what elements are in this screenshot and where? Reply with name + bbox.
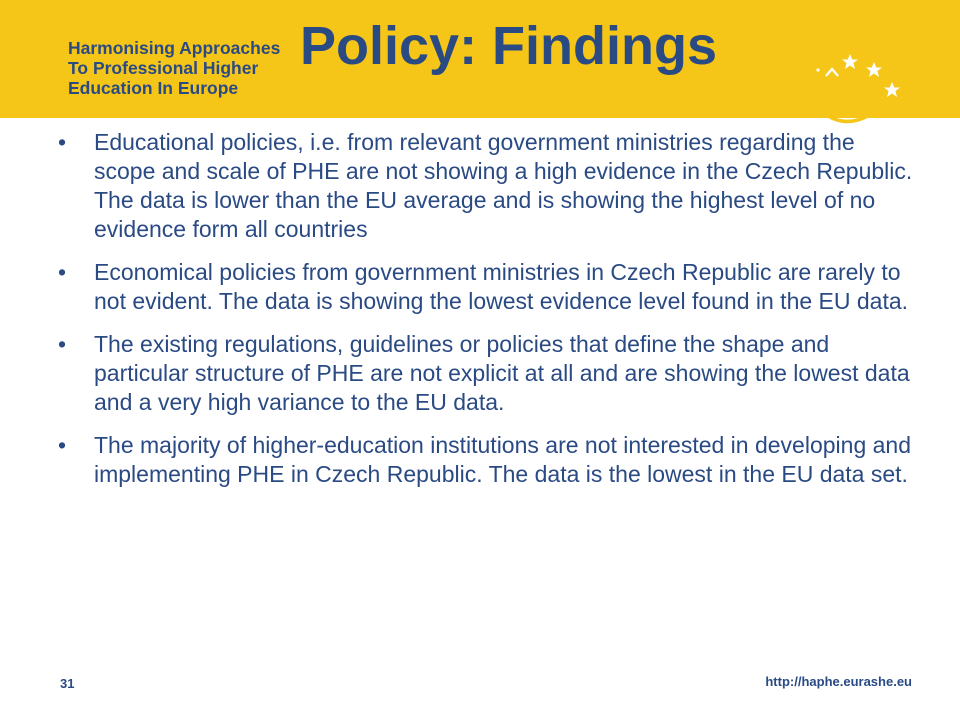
- page-number: 31: [60, 676, 75, 691]
- list-item: [56, 431, 916, 489]
- bullet-dot: •: [58, 259, 67, 285]
- bullet-list: [56, 128, 916, 503]
- list-item: [56, 330, 916, 417]
- bullet-dot: •: [58, 129, 67, 155]
- list-item: [56, 128, 916, 244]
- footer-url-link[interactable]: http://haphe.eurashe.eu: [765, 674, 912, 689]
- bullet-text: The majority of higher-education institutions are not interested in developing and implementing PHE in Czech Republic. The data is the lowest in the EU data set.: [94, 432, 911, 487]
- logo-line: Education In Europe: [68, 78, 239, 98]
- logo-line: To Professional Higher: [68, 58, 259, 78]
- list-item: [56, 258, 916, 316]
- logo-line: Harmonising Approaches: [68, 38, 281, 58]
- project-logo-text: [68, 38, 280, 98]
- bullet-dot: •: [58, 432, 67, 458]
- bullet-text: Educational policies, i.e. from relevant government ministries regarding the scope and scale of PHE are not showing a high evidence in the Czech Republic. The data is lower than the EU average and is showing the highest level of no evidence form all countries: [94, 129, 913, 242]
- bullet-text: Economical policies from government ministries in Czech Republic are rarely to not evident. The data is showing the lowest evidence level found in the EU data.: [94, 259, 909, 314]
- slide-title: Policy: Findings: [300, 16, 718, 76]
- eu-stars-smile-icon: [800, 38, 920, 138]
- bullet-dot: •: [58, 331, 67, 357]
- bullet-text: The existing regulations, guidelines or policies that define the shape and particular structure of PHE are not explicit at all and are showing the lowest data and a very high variance to the EU data.: [94, 331, 910, 415]
